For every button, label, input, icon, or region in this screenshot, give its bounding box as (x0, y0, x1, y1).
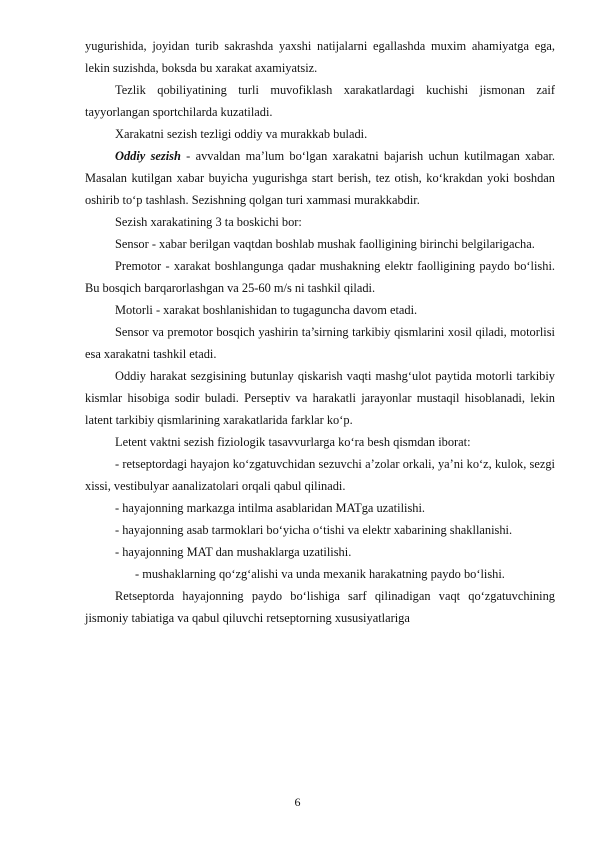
list-item-afferent: - hayajonning markazga intilma asablaridan MATga uzatilishi. (115, 501, 426, 515)
paragraph-motor-stage: Motorli - xarakat boshlanishidan to tugaguncha davom etadi. (115, 303, 418, 317)
paragraph-intro: yugurishida, joyidan turib sakrashda yaxshi natijalarni egallashda muxim ahamiyatga ega, lekin suzishda, boksda bu xarakat axamiyatsiz. (85, 39, 555, 75)
paragraph-sensing-types: Xarakatni sezish tezligi oddiy va murakkab buladi. (115, 127, 368, 141)
paragraph-latent-parts: Letent vaktni sezish fiziologik tasavvurlarga ko‘ra besh qismdan iborat: (115, 435, 471, 449)
paragraph-sensor-stage: Sensor - xabar berilgan vaqtdan boshlab mushak faolligining birinchi belgilarigacha. (115, 237, 535, 251)
paragraph-receptor-time: Retseptorda hayajonning paydo bo‘lishiga sarf qilinadigan vaqt qo‘zgatuvchining jismoniy tabiatiga va qabul qiluvchi retseptorning xususiyatlariga (85, 589, 555, 625)
simple-sensing-definition: - avvaldan ma’lum bo‘lgan xarakatni bajarish uchun kutilmagan xabar. Masalan kutilgan xabar buyicha yugurishga start berish, tez otish, ko‘krakdan yoki boshdan oshirib to‘p tashlash. Sezishning qolgan turi xammasi murakkabdir. (85, 149, 555, 207)
paragraph-simple-sensing (85, 145, 555, 211)
paragraph-speed-coordination: Tezlik qobiliyatining turli muvofiklash xarakatlardagi kuchishi jismonan zaif tayyorlangan sportchilarda kuzatiladi. (85, 83, 555, 119)
document-body (85, 35, 555, 629)
paragraph-stages-heading: Sezish xarakatining 3 ta boskichi bor: (115, 215, 302, 229)
paragraph-reaction-time: Oddiy harakat sezgisining butunlay qiskarish vaqti mashg‘ulot paytida motorli tarkibiy kismlar hisobiga sodir buladi. Perseptiv va harakatli jarayonlar mustaqil hisoblanadi, lekin latent tarkibiy qismlarining xarakatlarida farklar ko‘p. (85, 369, 555, 427)
paragraph-premotor-stage: Premotor - xarakat boshlangunga qadar mushakning elektr faolligining paydo bo‘lishi. Bu bosqich barqarorlashgan va 25-60 m/s ni tashkil qiladi. (85, 259, 555, 295)
list-item-receptor: - retseptordagi hayajon ko‘zgatuvchidan sezuvchi a’zolar orkali, ya’ni ko‘z, kulok, sezgi xissi, vestibulyar aanalizatolari orqali qabul qilinadi. (85, 457, 555, 493)
term-simple-sensing: Oddiy sezish (115, 149, 181, 163)
list-item-muscle: - mushaklarning qo‘zg‘alishi va unda mexanik harakatning paydo bo‘lishi. (135, 567, 505, 581)
list-item-nerve-network: - hayajonning asab tarmoklari bo‘yicha o‘tishi va elektr xabarining shakllanishi. (115, 523, 513, 537)
list-item-efferent: - hayajonning MAT dan mushaklarga uzatilishi. (115, 545, 352, 559)
page-number: 6 (294, 795, 301, 809)
paragraph-stage-summary: Sensor va premotor bosqich yashirin ta’sirning tarkibiy qismlarini xosil qiladi, motorlisi esa xarakatni tashkil etadi. (85, 325, 555, 361)
